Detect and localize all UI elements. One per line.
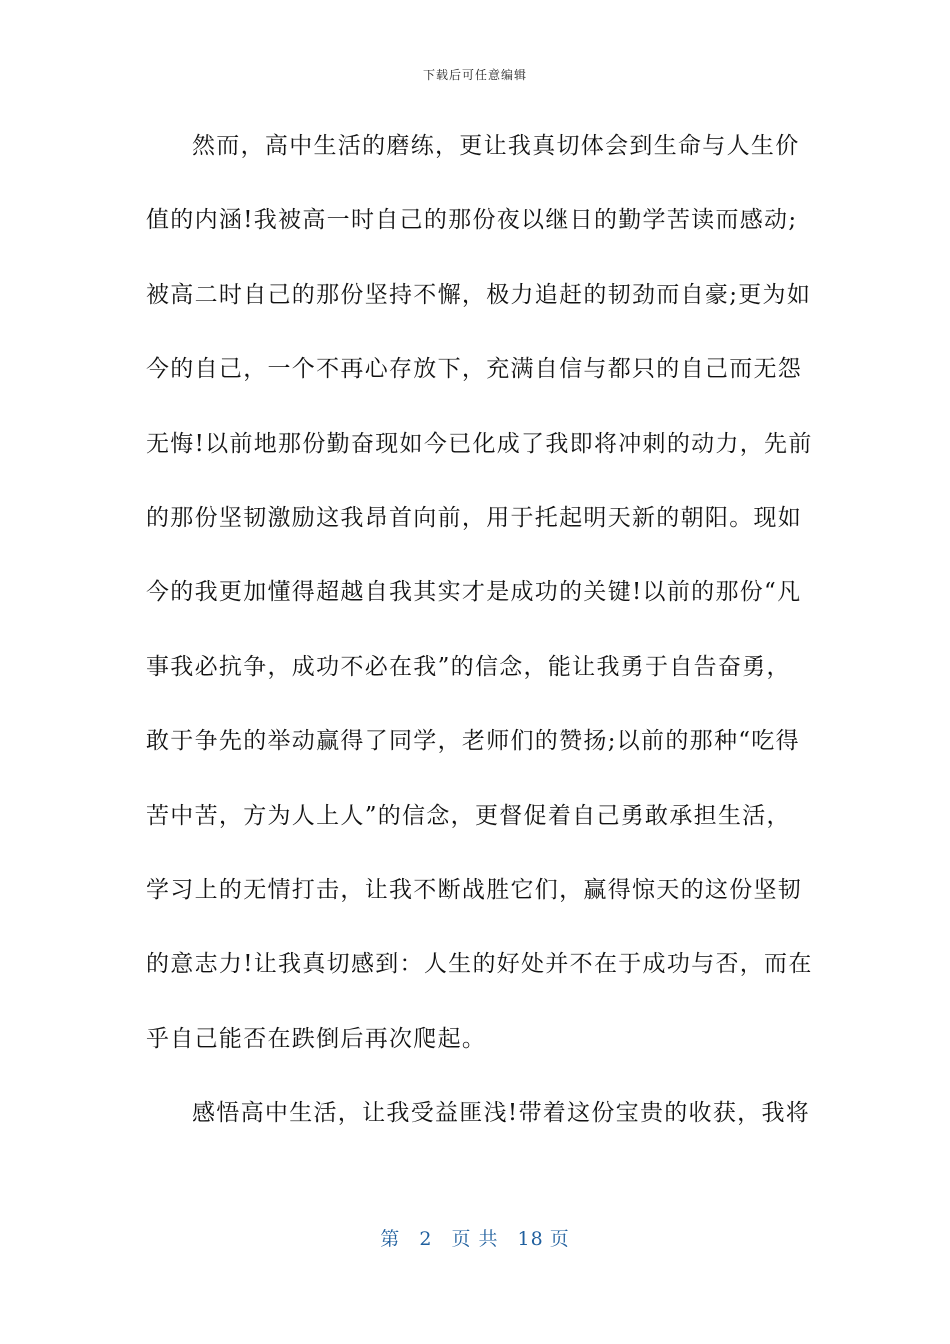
total-pages-number: 18 — [517, 1228, 544, 1250]
footer-prefix: 第 — [380, 1228, 401, 1250]
paragraph-line: 然而，高中生活的磨练，更让我真切体会到生命与人生价 — [192, 133, 800, 159]
paragraph-line: 敢于争先的举动赢得了同学，老师们的赞扬;以前的那种“吃得 — [146, 728, 800, 755]
paragraph-line: 的那份坚韧激励这我昂首向前，用于托起明天新的朝阳。现如 — [146, 504, 803, 531]
footer-suffix: 页 — [549, 1228, 570, 1250]
paragraph-line: 感悟高中生活，让我受益匪浅!带着这份宝贵的收获，我将 — [192, 1100, 811, 1127]
paragraph-line: 被高二时自己的那份坚持不懈，极力追赶的韧劲而自豪;更为如 — [146, 281, 812, 308]
current-page-number: 2 — [419, 1228, 433, 1250]
page-header-note: 下载后可任意编辑 — [422, 68, 527, 82]
paragraph-line: 学习上的无情打击，让我不断战胜它们，赢得惊天的这份坚韧 — [146, 876, 803, 903]
document-body — [146, 120, 813, 1161]
footer-mid: 页 共 — [451, 1228, 499, 1250]
paragraph-line: 苦中苦，方为人上人”的信念，更督促着自己勇敢承担生活， — [146, 802, 791, 829]
paragraph-line: 事我必抗争，成功不必在我”的信念，能让我勇于自告奋勇， — [146, 653, 791, 680]
paragraph-line: 的意志力!让我真切感到：人生的好处并不在于成功与否，而在 — [146, 951, 813, 978]
paragraph-line: 值的内涵!我被高一时自己的那份夜以继日的勤学苦读而感动; — [146, 207, 798, 234]
page-footer — [0, 1224, 950, 1251]
paragraph-line: 无悔!以前地那份勤奋现如今已化成了我即将冲刺的动力，先前 — [146, 430, 813, 457]
paragraph-line: 乎自己能否在跌倒后再次爬起。 — [146, 1025, 487, 1052]
paragraph-line: 今的自己，一个不再心存放下，充满自信与都只的自己而无怨 — [146, 356, 803, 383]
paragraph-line: 今的我更加懂得超越自我其实才是成功的关键!以前的那份“凡 — [146, 579, 802, 606]
